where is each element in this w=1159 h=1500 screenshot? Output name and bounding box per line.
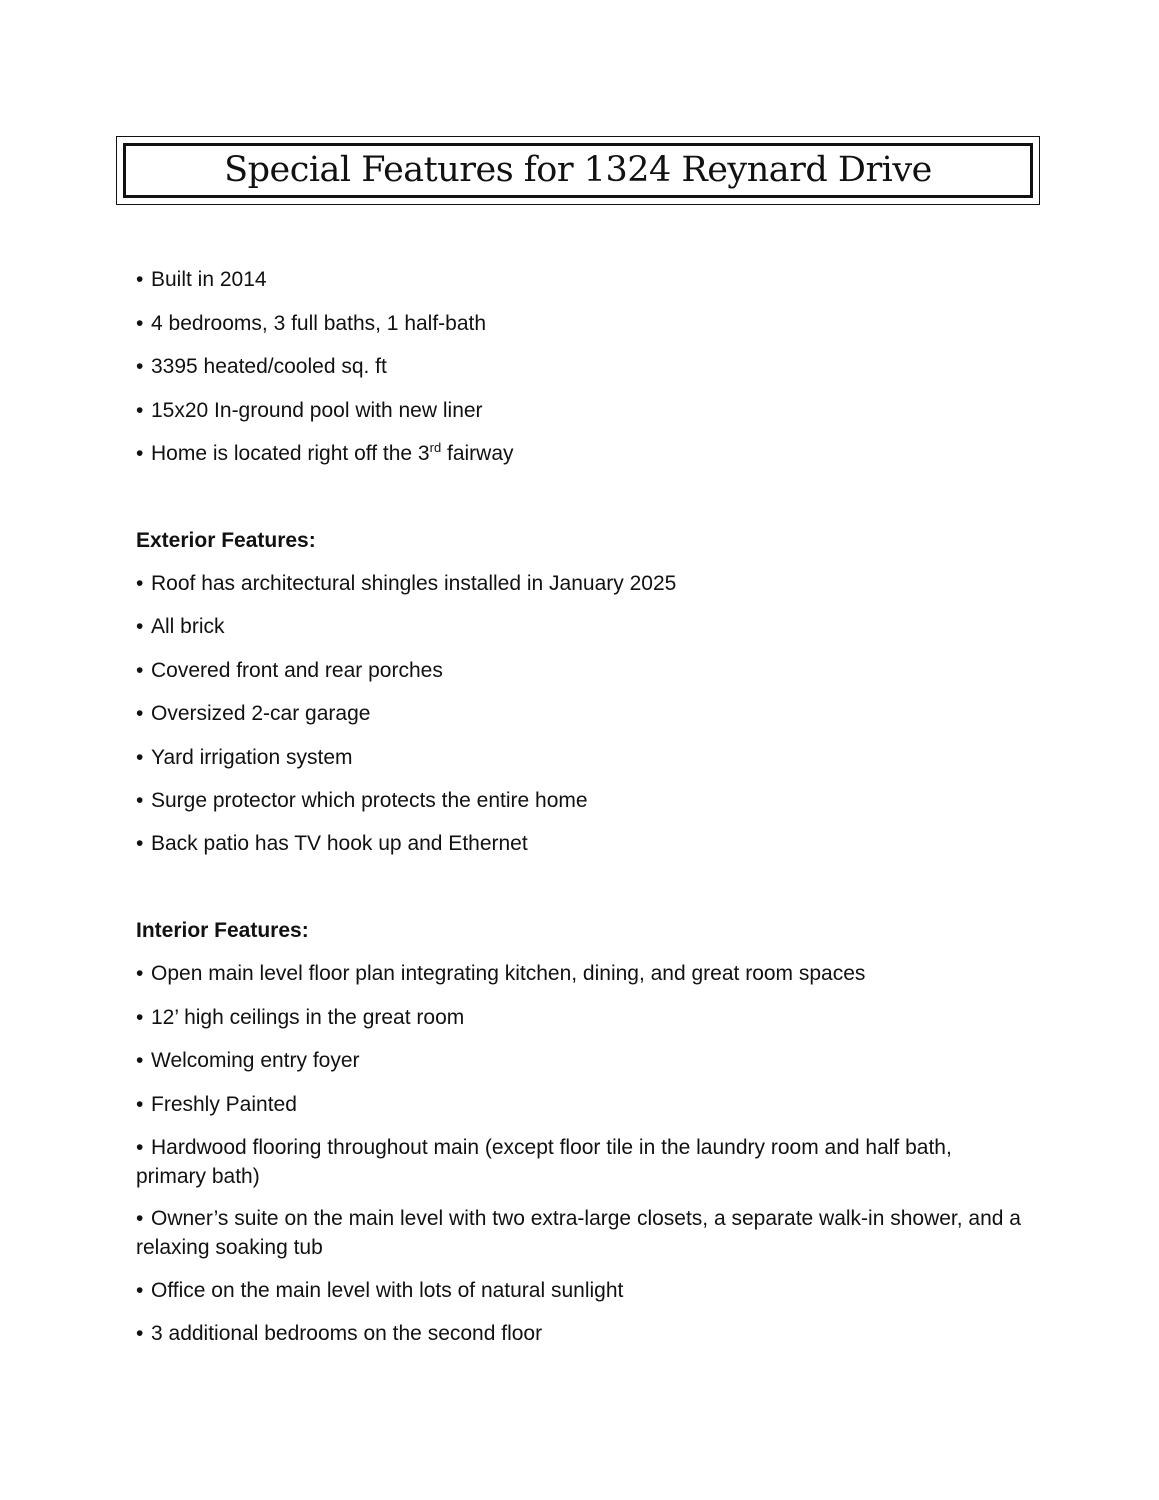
general-item-text: 15x20 In-ground pool with new liner <box>151 399 483 422</box>
interior-item-text: Office on the main level with lots of natural sunlight <box>151 1279 624 1302</box>
exterior-item-text: Back patio has TV hook up and Ethernet <box>151 832 528 855</box>
page-title: Special Features for 1324 Reynard Drive <box>224 150 932 190</box>
bullet: • <box>136 962 144 985</box>
exterior-item <box>136 786 588 815</box>
bullet: • <box>136 832 144 855</box>
exterior-item <box>136 699 370 728</box>
exterior-item <box>136 612 225 641</box>
bullet: • <box>136 615 144 638</box>
general-item-text: Built in 2014 <box>151 268 267 291</box>
bullet: • <box>136 1136 144 1159</box>
general-item-text: Home is located right off the 3 <box>151 442 430 465</box>
bullet: • <box>136 659 144 682</box>
general-item-text: 4 bedrooms, 3 full baths, 1 half-bath <box>151 312 487 335</box>
interior-item <box>136 1276 623 1305</box>
bullet: • <box>136 746 144 769</box>
interior-item-text: Open main level floor plan integrating kitchen, dining, and great room spaces <box>151 962 866 985</box>
general-item-text: 3395 heated/cooled sq. ft <box>151 355 387 378</box>
bullet: • <box>136 572 144 595</box>
bullet: • <box>136 355 144 378</box>
exterior-item-text: All brick <box>151 615 225 638</box>
exterior-item <box>136 656 443 685</box>
bullet: • <box>136 1049 144 1072</box>
bullet: • <box>136 1322 144 1345</box>
interior-item-text: Owner’s suite on the main level with two extra-large closets, a separate walk-in shower, and a relaxing soaking tub <box>136 1207 1021 1259</box>
general-item <box>136 439 514 468</box>
general-item <box>136 309 486 338</box>
exterior-item-text: Covered front and rear porches <box>151 659 443 682</box>
general-item <box>136 265 267 294</box>
bullet: • <box>136 312 144 335</box>
interior-item <box>136 959 865 988</box>
interior-heading: Interior Features: <box>136 919 309 942</box>
interior-item <box>136 1319 542 1348</box>
exterior-item <box>136 569 676 598</box>
interior-item <box>136 1003 464 1032</box>
interior-item-text: 3 additional bedrooms on the second floor <box>151 1322 543 1345</box>
interior-item <box>136 1090 297 1119</box>
exterior-item-text: Oversized 2-car garage <box>151 702 371 725</box>
bullet: • <box>136 268 144 291</box>
bullet: • <box>136 1006 144 1029</box>
interior-item-text: 12’ high ceilings in the great room <box>151 1006 465 1029</box>
bullet: • <box>136 442 144 465</box>
bullet: • <box>136 399 144 422</box>
bullet: • <box>136 1093 144 1116</box>
interior-item <box>136 1046 360 1075</box>
exterior-item <box>136 743 353 772</box>
interior-item <box>136 1133 1026 1191</box>
bullet: • <box>136 1279 144 1302</box>
exterior-item-text: Roof has architectural shingles installed in January 2025 <box>151 572 677 595</box>
interior-item-text: Freshly Painted <box>151 1093 297 1116</box>
bullet: • <box>136 789 144 812</box>
bullet: • <box>136 1207 144 1230</box>
general-item <box>136 352 387 381</box>
exterior-item-text: Yard irrigation system <box>151 746 353 769</box>
general-item-text-end: fairway <box>441 442 514 465</box>
exterior-item-text: Surge protector which protects the entire home <box>151 789 588 812</box>
ordinal-suffix: rd <box>429 440 442 455</box>
exterior-heading: Exterior Features: <box>136 529 316 552</box>
exterior-item <box>136 829 528 858</box>
title-frame <box>123 143 1033 198</box>
interior-item <box>136 1204 1026 1262</box>
interior-item-text: Hardwood flooring throughout main (except floor tile in the laundry room and half bath, primary bath) <box>136 1136 952 1188</box>
interior-item-text: Welcoming entry foyer <box>151 1049 360 1072</box>
bullet: • <box>136 702 144 725</box>
general-item <box>136 396 483 425</box>
